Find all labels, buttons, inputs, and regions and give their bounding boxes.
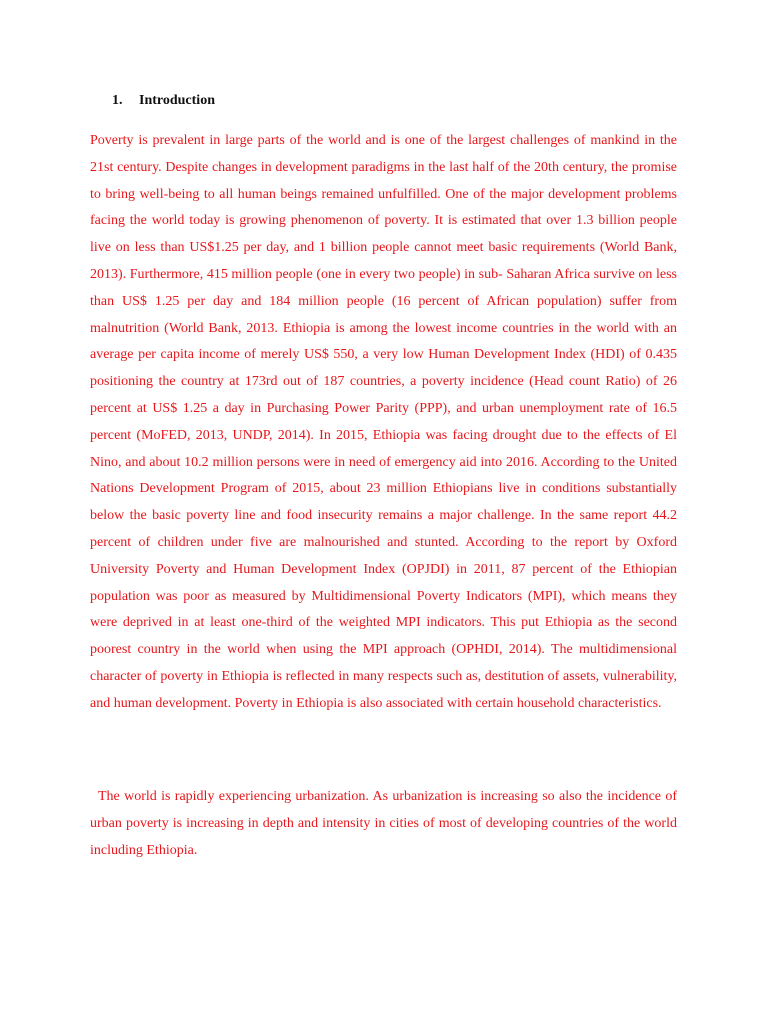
intro-paragraph-1: Poverty is prevalent in large parts of the world and is one of the largest challenges of mankind in the 21st century. Despite changes in development paradigms in the last half of the 20th century, the promise to bring well-being to all human beings remained unfulfilled. One of the major development problems facing the world today is growing phenomenon of poverty. It is estimated that over 1.3 billion people live on less than US$1.25 per day, and 1 billion people cannot meet basic requirements (World Bank, 2013). Furthermore, 415 million people (one in every two people) in sub- Saharan Africa survive on less than US$ 1.25 per day and 184 million people (16 percent of African population) suffer from malnutrition (World Bank, 2013. Ethiopia is among the lowest income countries in the world with an average per capita income of merely US$ 550, a very low Human Development Index (HDI) of 0.435 positioning the country at 173rd out of 187 countries, a poverty incidence (Head count Ratio) of 26 percent at US$ 1.25 a day in Purchasing Power Parity (PPP), and urban unemployment rate of 16.5 percent (MoFED, 2013, UNDP, 2014). In 2015, Ethiopia was facing drought due to the effects of El Nino, and about 10.2 million persons were in need of emergency aid into 2016. According to the United Nations Development Program of 2015, about 23 million Ethiopians live in conditions substantially below the basic poverty line and food insecurity remains a major challenge. In the same report 44.2 percent of children under five are malnourished and stunted. According to the report by Oxford University Poverty and Human Development Index (OPJDI) in 2011, 87 percent of the Ethiopian population was poor as measured by Multidimensional Poverty Indicators (MPI), which means they were deprived in at least one-third of the weighted MPI indicators. This put Ethiopia as the second poorest country in the world when using the MPI approach (OPHDI, 2014). The multidimensional character of poverty in Ethiopia is reflected in many respects such as, destitution of assets, vulnerability, and human development. Poverty in Ethiopia is also associated with certain household characteristics.	[90, 133, 677, 711]
section-title: Introduction	[139, 93, 215, 108]
section-heading	[112, 93, 215, 109]
section-number: 1.	[112, 93, 123, 108]
intro-paragraph-2: The world is rapidly experiencing urbanization. As urbanization is increasing so also the incidence of urban poverty is increasing in depth and intensity in cities of most of developing countries of the world including Ethiopia.	[90, 789, 677, 858]
